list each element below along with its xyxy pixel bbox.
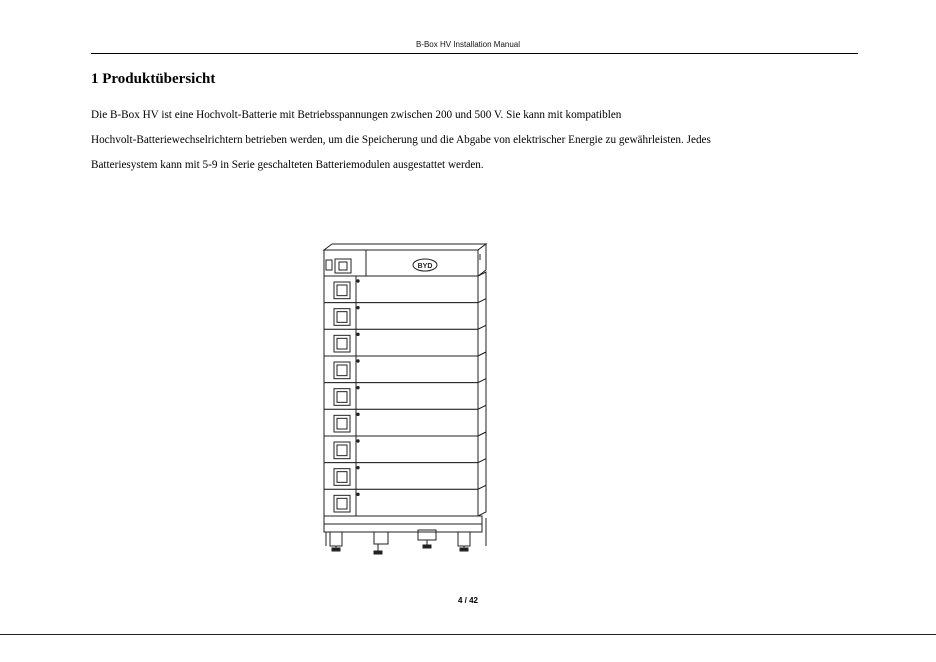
logo-text: BYD xyxy=(417,263,433,270)
battery-module xyxy=(324,485,486,516)
module-side xyxy=(478,459,486,490)
module-side xyxy=(478,325,486,356)
module-screw xyxy=(357,440,359,442)
battery-module xyxy=(324,379,486,410)
module-side xyxy=(478,379,486,410)
battery-module xyxy=(324,299,486,330)
module-screw xyxy=(357,333,359,335)
battery-module xyxy=(324,352,486,383)
module-screw xyxy=(357,466,359,468)
module-side xyxy=(478,299,486,330)
paragraph-line: Die B-Box HV ist eine Hochvolt-Batterie mit Betriebsspannungen zwischen 200 und 500 V. Sie kann mit kompatiblen xyxy=(91,109,622,121)
module-side xyxy=(478,432,486,463)
battery-modules xyxy=(324,272,486,516)
footer-rule xyxy=(0,634,936,635)
stack-base xyxy=(324,516,486,554)
battery-module xyxy=(324,405,486,436)
paragraph-line: Hochvolt-Batteriewechselrichtern betrieben werden, um die Speicherung und die Abgabe von elektrischer Energie zu gewährleisten. Jedes xyxy=(91,134,711,146)
module-side xyxy=(478,405,486,436)
module-screw xyxy=(357,493,359,495)
module-side xyxy=(478,352,486,383)
battery-stack-drawing xyxy=(318,240,498,562)
control-box xyxy=(324,244,486,276)
paragraph-line: Batteriesystem kann mit 5-9 in Serie geschalteten Batteriemodulen ausgestattet werden. xyxy=(91,159,484,171)
battery-module xyxy=(324,272,486,303)
body-paragraph xyxy=(91,103,851,178)
battery-module xyxy=(324,459,486,490)
module-screw xyxy=(357,306,359,308)
module-screw xyxy=(357,280,359,282)
module-screw xyxy=(357,360,359,362)
battery-module xyxy=(324,432,486,463)
header-rule xyxy=(91,53,858,54)
running-header: B-Box HV Installation Manual xyxy=(415,40,521,49)
module-side xyxy=(478,485,486,516)
module-screw xyxy=(357,386,359,388)
section-title: 1 Produktübersicht xyxy=(91,71,216,87)
page-number: 4 / 42 xyxy=(457,596,478,605)
module-screw xyxy=(357,413,359,415)
battery-stack-figure xyxy=(318,240,498,562)
battery-module xyxy=(324,325,486,356)
module-side xyxy=(478,272,486,303)
